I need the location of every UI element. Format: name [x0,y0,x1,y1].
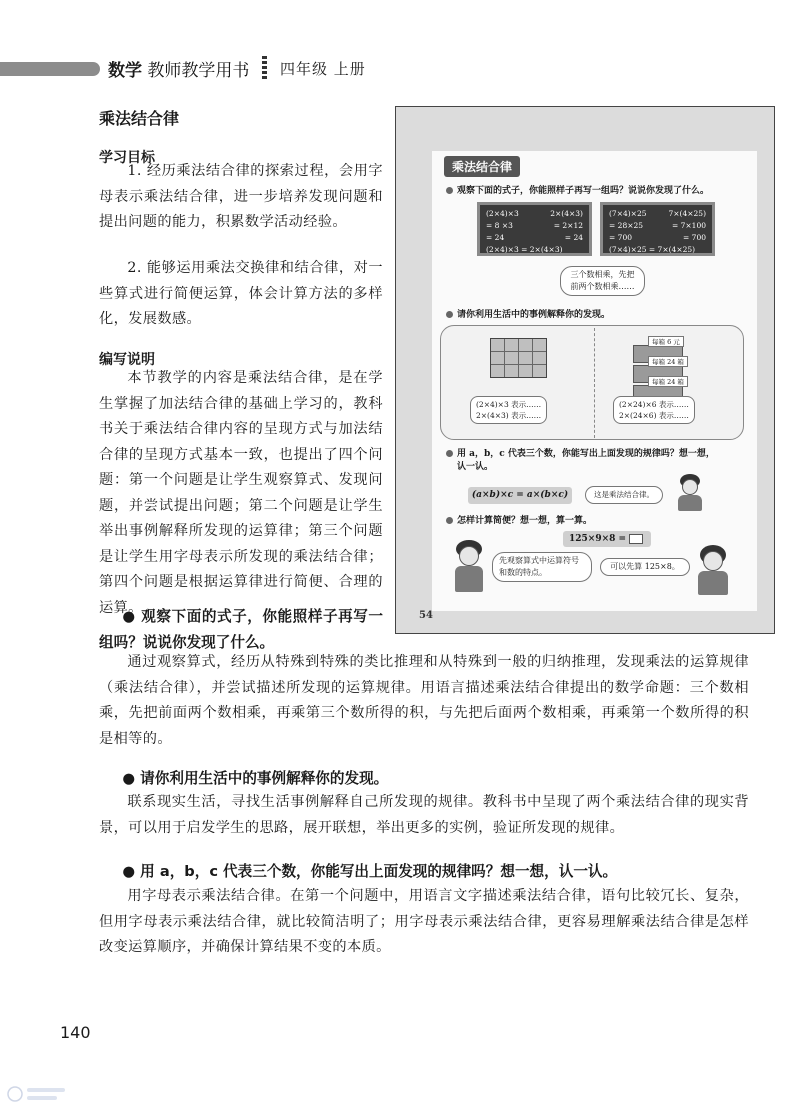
board-row [609,232,706,244]
board-equation: (7×4)×25 = 7×(4×25) [609,245,696,254]
board-row [609,244,706,256]
board-row [486,208,583,220]
board-cell: = 700 [609,233,632,242]
objective-item-2: 2. 能够运用乘法交换律和结合律，对一些算式进行简便运算，体会计算方法的多样化，发展数感。 [99,260,383,327]
page-number: 140 [60,1023,91,1042]
board-row [486,232,583,244]
board-cell: = 2×12 [553,221,583,230]
speech-bubble-compute: 可以先算 125×8。 [600,558,690,576]
girl-face [703,551,723,571]
textbook-question-2 [446,307,610,320]
board-equation: (2×4)×3 = 2×(4×3) [486,245,563,254]
speech-bubble-hint: 三个数相乘，先把前两个数相乘…… [560,266,645,296]
header-title [108,56,249,81]
teacher-body [678,495,702,511]
board-row [486,220,583,232]
textbook-tag: 乘法结合律 [444,156,520,177]
box-label-bottom: 每箱 24 箱 [648,376,688,387]
answer-blank [629,534,643,544]
caption-right-line-1: (2×24)×6 表示…… [619,400,689,409]
notes-paragraph: 本节教学的内容是乘法结合律，是在学生掌握了加法结合律的基础上学习的，教科书关于乘法结合律内容的呈现方式与加法结合律的呈现方式基本一致，也提出了四个问题：第一个问题是让学生观察算式、发现问题，并尝试提出问题；第二个问题是让学生举出事例解释所发现的运算律；第三个问题是让学生用字母表示所发现的乘法结合律；第四个问题是根据运算律进行简便、合理的运算。 [99,370,383,616]
textbook-page-number: 54 [419,610,433,621]
girl-body [698,571,728,595]
bullet-dot-icon [446,450,453,457]
calc-exercise [563,531,651,547]
textbook-question-3-line-1: 用 a，b，c 代表三个数，你能写出上面发现的规律吗？想一想， [457,449,715,459]
header-bar [0,62,100,76]
watermark-logo-icon [5,1080,70,1108]
textbook-question-3-line-2: 认一认。 [457,462,494,472]
textbook-question-2-text: 请你利用生活中的事例解释你的发现。 [457,310,611,320]
textbook-question-4 [446,513,592,526]
board-cell: = 24 [486,233,505,242]
objective-item-1: 1. 经历乘法结合律的探索过程，会用字母表示乘法结合律，进一步培养发现问题和提出问题的能力，积累数学活动经验。 [99,163,383,230]
board-cell: 7×(4×25) [668,209,706,218]
board-row [609,208,706,220]
bullet-observe: ● 观察下面的式子，你能照样子再写一组吗？说说你发现了什么。 [99,608,383,651]
board-cell: = 24 [564,233,583,242]
example-panel-divider [594,328,595,438]
paragraph-2-text: 通过观察算式，经历从特殊到特殊的类比推理和从特殊到一般的归纳推理，发现乘法的运算规律（乘法结合律），并尝试描述所发现的运算规律。用语言描述乘法结合律提出的数学命题：三个数相乘，先把前面两个数相乘，再乘第三个数所得的积，与先把后面两个数相乘，再乘第一个数所得的积是相等的。 [99,654,749,747]
chalkboard-right [600,202,715,256]
caption-right-line-2: 2×(24×6) 表示…… [619,411,689,420]
board-cell: = 28×25 [609,221,644,230]
section-title: 乘法结合律 [99,109,180,128]
board-cell: = 8 ×3 [486,221,513,230]
box-label-mid: 每箱 24 箱 [648,356,688,367]
caption-left-line-1: (2×4)×3 表示…… [476,400,542,409]
notes-heading: 编写说明 [99,352,155,368]
associative-formula: (a×b)×c = a×(b×c) [468,487,572,504]
paragraph-4: 用字母表示乘法结合律。在第一个问题中，用语言文字描述乘法结合律，语句比较冗长、复杂，但用字母表示乘法结合律，就比较简洁明了；用字母表示乘法结合律，更容易理解乘法结合律是怎样改变运算顺序，并确保计算结果不变的本质。 [99,888,749,955]
board-row [486,244,583,256]
board-row [609,220,706,232]
bullet-explain: ● 请你利用生活中的事例解释你的发现。 [122,770,389,787]
objectives-heading: 学习目标 [99,150,155,166]
textbook-question-3 [446,448,715,474]
caption-right [613,396,695,424]
header-divider [262,56,267,80]
teacher-face [682,479,698,495]
boy-face [459,546,479,566]
cube-stack-illustration [490,338,547,378]
bullet-letters: ● 用 a，b，c 代表三个数，你能写出上面发现的规律吗？想一想，认一认。 [122,863,618,880]
paragraph-3: 联系现实生活，寻找生活事例解释自己所发现的规律。教科书中呈现了两个乘法结合律的现实背景，可以用于启发学生的思路，展开联想，举出更多的实例，验证所发现的规律。 [99,794,749,836]
textbook-question-4-text: 怎样计算简便？想一想，算一算。 [457,516,593,526]
board-cell: (2×4)×3 [486,209,519,218]
chalkboard-left [477,202,592,256]
boy-body [455,566,483,592]
calc-expression: 125×9×8 = [569,534,627,544]
board-cell: = 700 [683,233,706,242]
caption-left [470,396,547,424]
header-grade: 四年级 上册 [280,60,366,78]
board-cell: 2×(4×3) [550,209,583,218]
header-subject: 数学 [108,61,142,81]
header-book: 教师教学用书 [147,61,250,81]
bullet-dot-icon [446,517,453,524]
board-cell: = 7×100 [671,221,706,230]
speech-bubble-observe: 先观察算式中运算符号和数的特点。 [492,552,592,582]
box-label-top: 每箱 6 元 [648,336,684,347]
textbook-question-1-text: 观察下面的式子，你能照样子再写一组吗？说说你发现了什么。 [457,186,710,196]
speech-bubble-rule: 这是乘法结合律。 [585,486,663,504]
bullet-dot-icon [446,187,453,194]
bullet-dot-icon [446,311,453,318]
textbook-question-1 [446,183,709,196]
caption-left-line-2: 2×(4×3) 表示…… [476,411,542,420]
board-cell: (7×4)×25 [609,209,647,218]
paragraph-2-full [99,650,749,752]
